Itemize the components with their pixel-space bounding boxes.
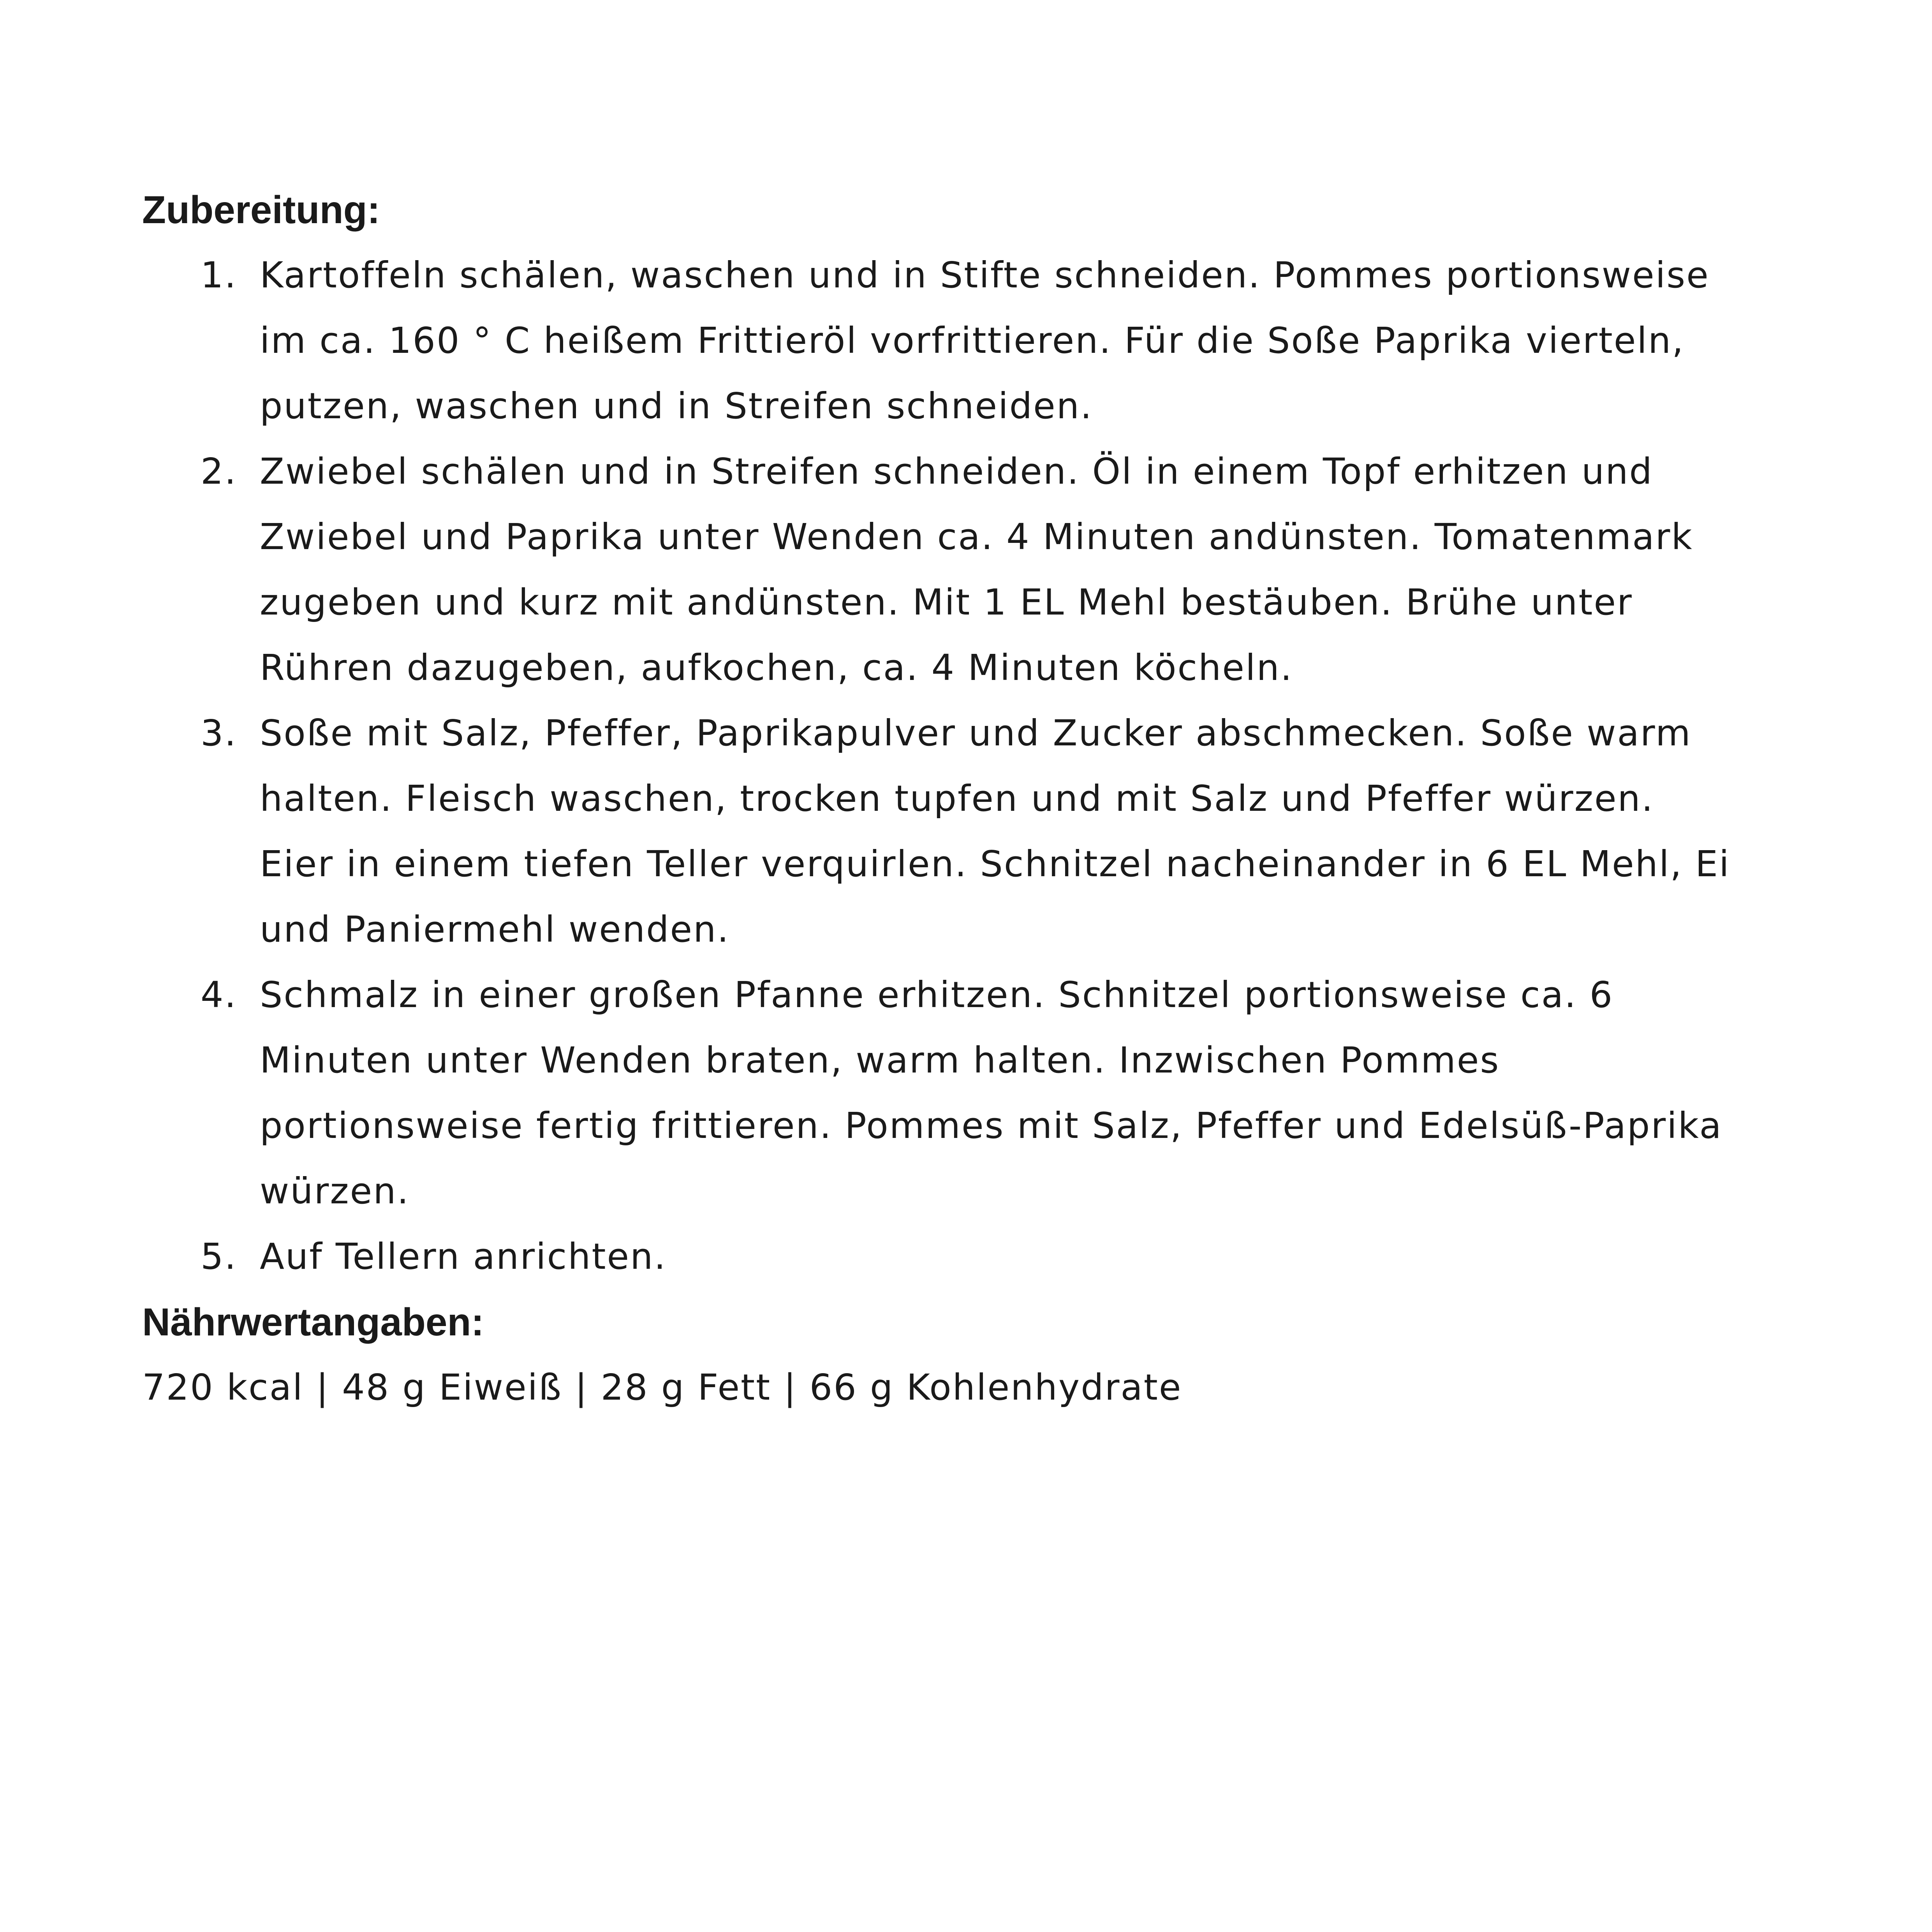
- step-number: 1.: [201, 254, 237, 296]
- step-5: [142, 1224, 1739, 1289]
- step-4: [142, 962, 1739, 1224]
- step-text: Soße mit Salz, Pfeffer, Paprikapulver und Zucker abschmecken. Soße warm halten. Fleisch waschen, trocken tupfen und mit Salz und Pfeffer würzen. Eier in einem tiefen Teller verquirlen. Schnitzel nacheinander in 6 EL Mehl, Ei und Paniermehl wenden.: [260, 712, 1730, 950]
- step-text: Schmalz in einer großen Pfanne erhitzen. Schnitzel portionsweise ca. 6 Minuten unter Wenden braten, warm halten. Inzwischen Pommes portionsweise fertig frittieren. Pommes mit Salz, Pfeffer und Edelsüß-Paprika würzen.: [260, 974, 1722, 1212]
- step-text: Zwiebel schälen und in Streifen schneiden. Öl in einem Topf erhitzen und Zwiebel und Paprika unter Wenden ca. 4 Minuten andünsten. Tomatenmark zugeben und kurz mit andünsten. Mit 1 EL Mehl bestäuben. Brühe unter Rühren dazugeben, aufkochen, ca. 4 Minuten köcheln.: [260, 451, 1693, 689]
- step-number: 5.: [201, 1236, 237, 1277]
- step-3: [142, 701, 1739, 962]
- preparation-heading: Zubereitung:: [142, 188, 380, 232]
- nutrition-values: 720 kcal | 48 g Eiweiß | 28 g Fett | 66 g Kohlenhydrate: [142, 1367, 1182, 1408]
- recipe-document: [142, 177, 1739, 1420]
- step-1: [142, 243, 1739, 439]
- step-text: Auf Tellern anrichten.: [260, 1236, 667, 1277]
- step-number: 4.: [201, 974, 237, 1016]
- step-number: 3.: [201, 712, 237, 754]
- step-2: [142, 439, 1739, 701]
- step-number: 2.: [201, 451, 237, 492]
- step-text: Kartoffeln schälen, waschen und in Stifte schneiden. Pommes portionsweise im ca. 160 ° C heißem Frittieröl vorfrittieren. Für die Soße Paprika vierteln, putzen, waschen und in Streifen schneiden.: [260, 254, 1710, 427]
- nutrition-heading: Nährwertangaben:: [142, 1300, 484, 1344]
- preparation-steps: [142, 243, 1739, 1289]
